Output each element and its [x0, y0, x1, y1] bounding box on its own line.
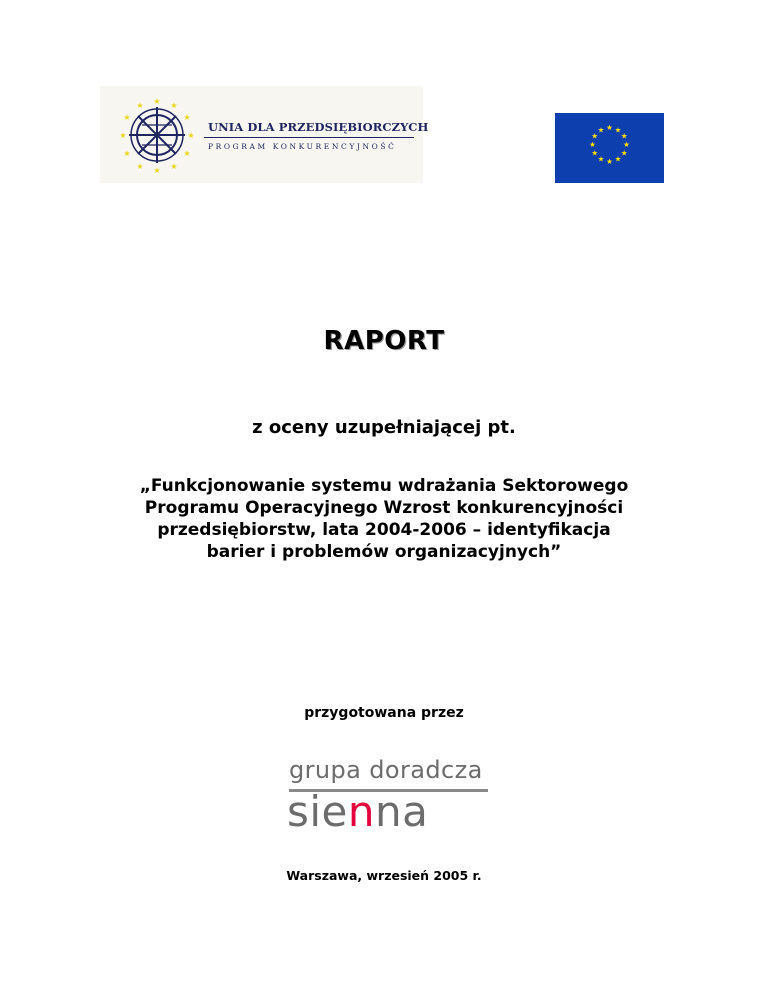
sienna-wordmark-part: na: [375, 787, 429, 836]
sienna-wordmark-accent: n: [347, 787, 376, 836]
sienna-logo-top-text: grupa doradcza: [289, 756, 483, 784]
svg-text:★: ★: [123, 149, 131, 158]
svg-text:★: ★: [589, 140, 596, 149]
grupa-doradcza-sienna-logo: [285, 756, 495, 836]
description-line: Programu Operacyjnego Wzrost konkurencyjności: [144, 498, 624, 518]
svg-text:★: ★: [136, 101, 144, 110]
svg-text:★: ★: [136, 162, 144, 171]
svg-text:★: ★: [606, 157, 613, 166]
svg-text:★: ★: [153, 97, 161, 106]
logo-tagline: PROGRAM KONKURENCYJNOŚĆ: [208, 142, 397, 151]
description-line: barier i problemów organizacyjnych”: [206, 542, 562, 562]
svg-text:★: ★: [170, 162, 178, 171]
report-description: [80, 475, 688, 563]
eu-flag-icon: [555, 113, 664, 183]
logo-divider: [204, 137, 414, 138]
svg-text:★: ★: [183, 113, 191, 122]
svg-text:★: ★: [620, 148, 628, 158]
svg-text:★: ★: [623, 140, 630, 149]
svg-text:★: ★: [614, 125, 622, 135]
sienna-logo-wordmark: [287, 788, 428, 836]
sienna-wordmark-part: sie: [287, 787, 348, 836]
svg-text:★: ★: [597, 125, 605, 135]
svg-text:★: ★: [153, 166, 161, 174]
description-line: „Funkcjonowanie systemu wdrażania Sektorowego: [139, 476, 629, 496]
report-subtitle: z oceny uzupełniającej pt.: [252, 417, 516, 438]
unia-dla-przedsiebiorczych-logo: [100, 86, 429, 183]
svg-text:★: ★: [119, 131, 127, 140]
svg-text:★: ★: [620, 131, 628, 141]
svg-text:★: ★: [591, 148, 599, 158]
prepared-by-label: przygotowana przez: [304, 705, 464, 721]
place-and-date: Warszawa, wrzesień 2005 r.: [286, 868, 482, 883]
svg-text:★: ★: [591, 131, 599, 141]
svg-text:★: ★: [170, 101, 178, 110]
report-title: RAPORT: [323, 326, 445, 356]
svg-text:★: ★: [614, 154, 622, 164]
compass-wheel-with-stars-icon: [118, 96, 196, 174]
svg-text:★: ★: [597, 154, 605, 164]
logo-brand-name: UNIA DLA PRZEDSIĘBIORCZYCH: [208, 120, 429, 134]
svg-text:★: ★: [123, 113, 131, 122]
svg-text:★: ★: [606, 123, 613, 132]
description-line: przedsiębiorstw, lata 2004-2006 – identyfikacja: [157, 520, 611, 540]
svg-text:★: ★: [187, 131, 195, 140]
svg-text:★: ★: [183, 149, 191, 158]
